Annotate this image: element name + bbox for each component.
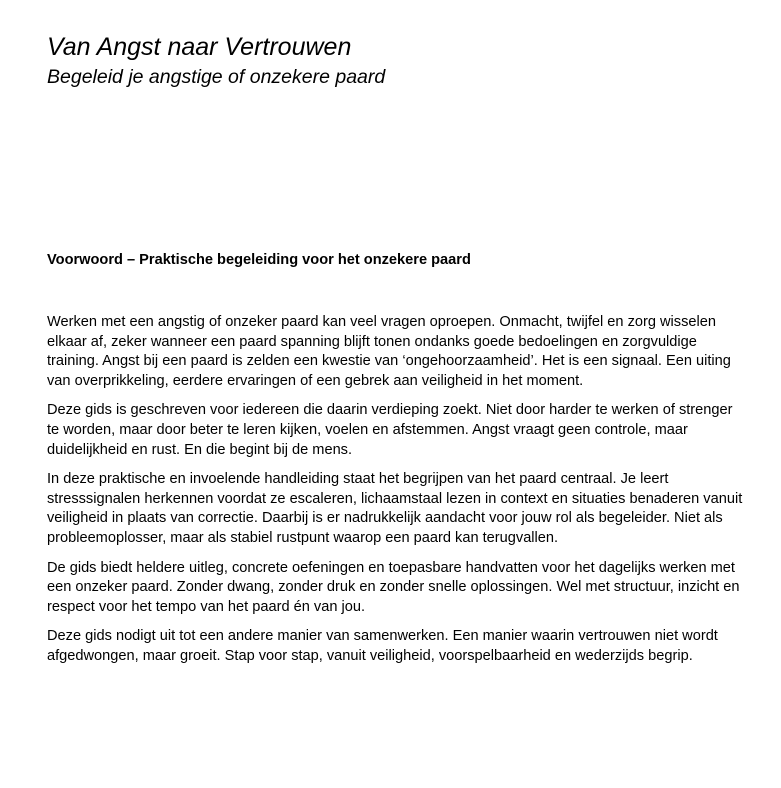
document-body	[47, 313, 747, 677]
paragraph-1: Werken met een angstig of onzeker paard kan veel vragen oproepen. Onmacht, twijfel en zorg wisselen elkaar af, zeker wanneer een paard spanning blijft tonen ondanks goede bedoelingen en zorgvuldige training. Angst bij een paard is zelden een kwestie van ‘ongehoorzaamheid’. Het is een signaal. Een uiting van overprikkeling, eerdere ervaringen of een gebrek aan veiligheid in het moment.	[47, 314, 731, 389]
paragraph-3: In deze praktische en invoelende handleiding staat het begrijpen van het paard centraal. Je leert stresssignalen herkennen voordat ze escaleren, lichaamstaal lezen in context en situaties benaderen vanuit veiligheid in plaats van correctie. Daarbij is er nadrukkelijk aandacht voor jouw rol als begeleider. Niet als probleemoplosser, maar als stabiel rustpunt waarop een paard kan terugvallen.	[47, 471, 743, 546]
section-heading: Voorwoord – Praktische begeleiding voor het onzekere paard	[47, 252, 471, 268]
document-title: Van Angst naar Vertrouwen	[47, 33, 352, 61]
document-subtitle: Begeleid je angstige of onzekere paard	[47, 66, 386, 88]
paragraph-2: Deze gids is geschreven voor iedereen die daarin verdieping zoekt. Niet door harder te werken of strenger te worden, maar door beter te leren kijken, voelen en afstemmen. Angst vraagt geen controle, maar duidelijkheid en rust. En die begint bij de mens.	[47, 402, 733, 458]
paragraph-5: Deze gids nodigt uit tot een andere manier van samenwerken. Een manier waarin vertrouwen niet wordt afgedwongen, maar groeit. Stap voor stap, vanuit veiligheid, voorspelbaarheid en wederzijds begrip.	[47, 628, 718, 664]
paragraph-4: De gids biedt heldere uitleg, concrete oefeningen en toepasbare handvatten voor het dagelijks werken met een onzeker paard. Zonder dwang, zonder druk en zonder snelle oplossingen. Wel met structuur, inzicht en respect voor het tempo van het paard én van jou.	[47, 559, 740, 615]
